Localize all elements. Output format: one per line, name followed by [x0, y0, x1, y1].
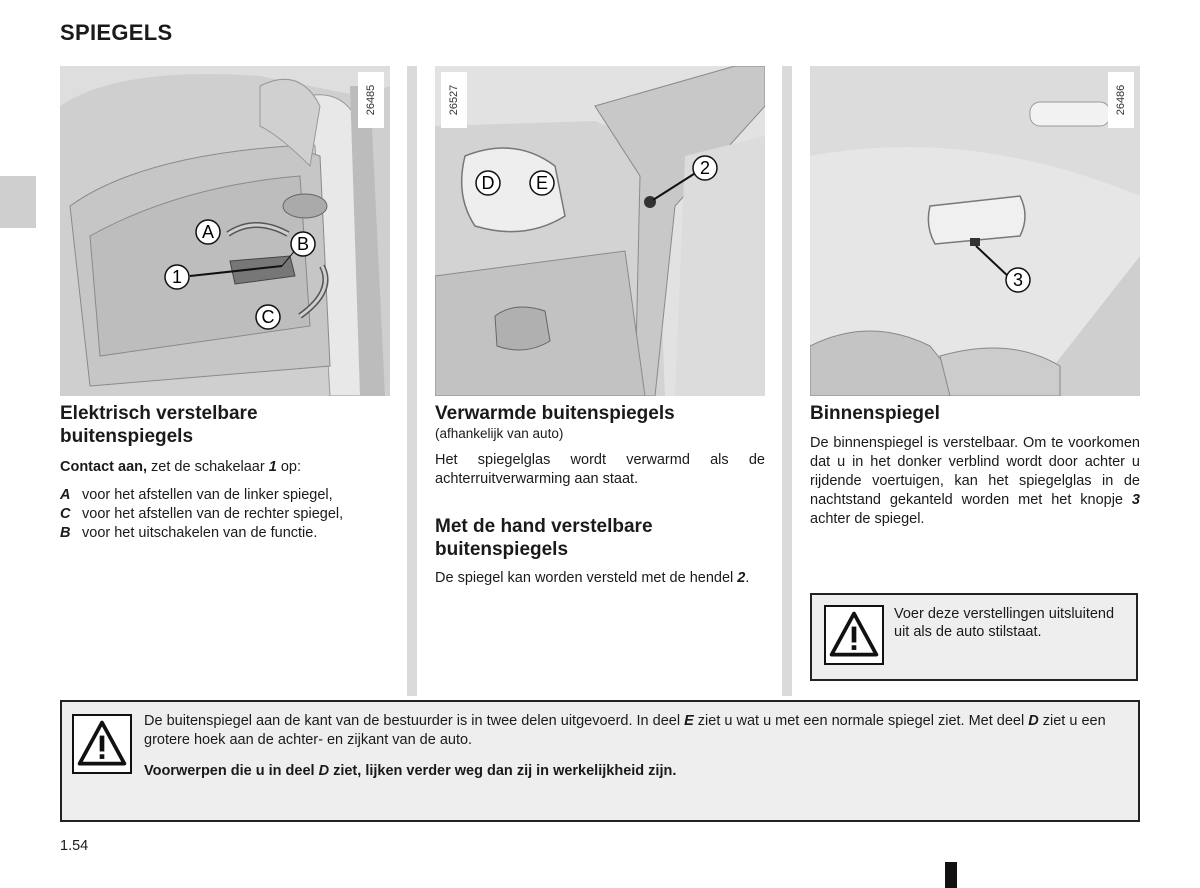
figure-code: 26486 — [1108, 72, 1134, 128]
warning-text: Voer deze verstellingen uitsluitend uit als de auto stilstaat. — [894, 606, 1115, 640]
figure-interior-mirror — [810, 66, 1140, 396]
bottom-warning-paragraph: De buitenspiegel aan de kant van de bestuurder is in twee delen uitgevoerd. In deel E ziet u wat u met een normale spiegel ziet. Met deel D ziet u een grotere hoek aan de achter- en zijkant van de auto. — [144, 713, 1106, 748]
page-marker — [945, 862, 957, 888]
figure-exterior-mirror — [435, 66, 765, 396]
callout-3: 3 — [1012, 270, 1024, 290]
callout-B: B — [296, 234, 310, 254]
section-tab — [0, 176, 36, 228]
callout-A: A — [201, 222, 215, 242]
column-interior-mirror — [810, 402, 1140, 529]
section-heading: Verwarmde buitenspiegels — [435, 403, 675, 424]
door-switch-illustration — [60, 66, 390, 396]
callout-D: D — [481, 173, 495, 193]
interior-mirror-paragraph: De binnenspiegel is verstelbaar. Om te voorkomen dat u in het donker verblind wordt door achter u rijdende voertuigen, kan het spiegelglas in de nachtstand gekanteld worden met het knopje 3 achter de spiegel. — [810, 435, 1140, 527]
page-title: SPIEGELS — [60, 20, 173, 45]
section-heading: Elektrisch verstelbare buitenspiegels — [60, 403, 258, 447]
callout-C: C — [261, 307, 275, 327]
intro-paragraph: Contact aan, zet de schakelaar 1 op: — [60, 459, 301, 475]
heated-mirror-paragraph: Het spiegelglas wordt verwarmd als de achterruitverwarming aan staat. — [435, 452, 765, 487]
callout-1: 1 — [171, 267, 183, 287]
option-list — [60, 486, 390, 543]
list-item: A voor het afstellen van de linker spiegel, — [60, 487, 333, 503]
interior-mirror-illustration — [810, 66, 1140, 396]
list-item: B voor het uitschakelen van de functie. — [60, 525, 318, 541]
section-heading-manual: Met de hand verstelbare buitenspiegels — [435, 516, 653, 560]
callout-E: E — [535, 173, 549, 193]
figure-door-switch — [60, 66, 390, 396]
figure-code: 26527 — [441, 72, 467, 128]
warning-box-bottom — [60, 700, 1140, 822]
manual-mirror-paragraph: De spiegel kan worden versteld met de hendel 2. — [435, 570, 750, 586]
bottom-warning-emphasis: Voorwerpen die u in deel D ziet, lijken verder weg dan zij in werkelijkheid zijn. — [144, 763, 677, 779]
exterior-mirror-illustration — [435, 66, 765, 396]
warning-triangle-icon — [72, 714, 132, 774]
column-separator-1 — [407, 66, 417, 696]
warning-triangle-icon — [824, 605, 884, 665]
callout-2: 2 — [699, 158, 711, 178]
section-heading: Binnenspiegel — [810, 403, 940, 424]
column-electric-mirrors — [60, 402, 390, 543]
list-item: C voor het afstellen van de rechter spiegel, — [60, 506, 344, 522]
column-separator-2 — [782, 66, 792, 696]
figure-code: 26485 — [358, 72, 384, 128]
column-heated-mirrors — [435, 402, 765, 588]
warning-box-small — [810, 593, 1138, 681]
section-subheading: (afhankelijk van auto) — [435, 426, 564, 441]
page-number: 1.54 — [60, 838, 89, 854]
